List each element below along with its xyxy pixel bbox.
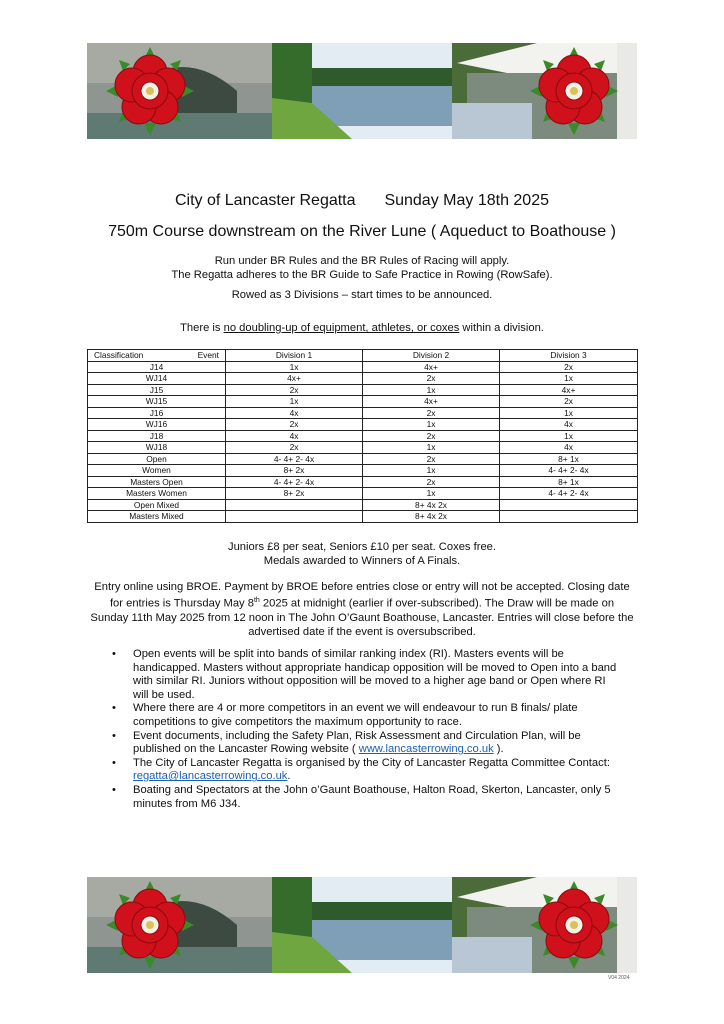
cell-division-2: 1x bbox=[363, 465, 500, 477]
cell-division-1: 4x bbox=[226, 407, 363, 419]
list-item bbox=[112, 784, 622, 811]
cell-division-3: 8+ 1x bbox=[500, 453, 638, 465]
cell-classification: WJ18 bbox=[88, 442, 226, 454]
cell-classification: J15 bbox=[88, 384, 226, 396]
cell-division-3 bbox=[500, 499, 638, 511]
cell-division-1: 4- 4+ 2- 4x bbox=[226, 453, 363, 465]
bullet-text-committee: The City of Lancaster Regatta is organised by the City of Lancaster Regatta Committee Contact: bbox=[133, 756, 610, 769]
no-doubling-suffix: within a division. bbox=[459, 322, 544, 334]
bullet-text-b-finals: Where there are 4 or more competitors in an event we will endeavour to run B finals/ plate competitions to give competitors the maximum opportunity to race. bbox=[133, 702, 578, 728]
cell-division-1: 4x+ bbox=[226, 373, 363, 385]
cell-classification: J16 bbox=[88, 407, 226, 419]
right-rose-icon bbox=[529, 880, 619, 970]
course-subtitle: 750m Course downstream on the River Lune ( Aqueduct to Boathouse ) bbox=[108, 223, 616, 240]
header-event: Event bbox=[197, 350, 219, 361]
event-date: Sunday May 18th 2025 bbox=[384, 192, 549, 209]
bullet-icon: • bbox=[112, 648, 116, 660]
bullet-text-banding: Open events will be split into bands of similar ranking index (RI). Masters events will be handicapped. Masters without appropriate handicap opposition will be moved to Open into a band with similar RI. Juniors without opposition will be moved to a higher age band or Open where RI will be used. bbox=[133, 648, 617, 701]
cell-division-1 bbox=[226, 499, 363, 511]
cell-division-1: 2x bbox=[226, 419, 363, 431]
cell-division-2: 2x bbox=[363, 373, 500, 385]
cell-division-1: 1x bbox=[226, 361, 363, 373]
list-item bbox=[112, 702, 622, 729]
table-row bbox=[88, 499, 638, 511]
no-doubling-prefix: There is bbox=[180, 322, 224, 334]
cell-classification: Women bbox=[88, 465, 226, 477]
cell-division-3 bbox=[500, 511, 638, 523]
cell-classification: WJ14 bbox=[88, 373, 226, 385]
cell-division-2: 1x bbox=[363, 419, 500, 431]
header-division-1: Division 1 bbox=[226, 350, 363, 362]
table-row bbox=[88, 511, 638, 523]
divisions-note: Rowed as 3 Divisions – start times to be announced. bbox=[231, 289, 493, 301]
no-doubling-note bbox=[0, 322, 724, 334]
rules-line-2: The Regatta adheres to the BR Guide to Safe Practice in Rowing (RowSafe). bbox=[171, 269, 553, 281]
cell-division-1: 2x bbox=[226, 384, 363, 396]
list-item bbox=[112, 648, 622, 702]
table-header-row bbox=[88, 350, 638, 362]
cell-division-2: 2x bbox=[363, 476, 500, 488]
table-row bbox=[88, 476, 638, 488]
header-division-3: Division 3 bbox=[500, 350, 638, 362]
cell-classification: Open bbox=[88, 453, 226, 465]
cell-division-1 bbox=[226, 511, 363, 523]
entry-info bbox=[90, 580, 634, 639]
table-body bbox=[88, 361, 638, 522]
entry-superscript: th bbox=[253, 597, 260, 604]
cell-division-2: 2x bbox=[363, 453, 500, 465]
website-link[interactable]: www.lancasterrowing.co.uk bbox=[358, 743, 494, 756]
bullet-text-documents: Event documents, including the Safety Plan, Risk Assessment and Circulation Plan, will be published on the Lancaster Rowing website ( bbox=[133, 729, 581, 756]
cell-division-3: 1x bbox=[500, 430, 638, 442]
table-row bbox=[88, 407, 638, 419]
table-row bbox=[88, 430, 638, 442]
cell-division-2: 2x bbox=[363, 407, 500, 419]
info-bullet-list bbox=[112, 648, 622, 811]
cell-division-2: 1x bbox=[363, 384, 500, 396]
left-rose-icon bbox=[105, 880, 195, 970]
cell-division-3: 4x+ bbox=[500, 384, 638, 396]
table-row bbox=[88, 396, 638, 408]
division-table bbox=[87, 349, 638, 523]
entry-text-2: 2025 at midnight (earlier if over-subscribed). The Draw will be made on Sunday 11th May 2025 from 12 noon in The John O’Gaunt Boathouse, Lancaster. Entries will close before the advertised date if the event is oversubscribed. bbox=[90, 597, 634, 638]
cell-division-2: 4x+ bbox=[363, 396, 500, 408]
cell-division-1: 1x bbox=[226, 396, 363, 408]
cell-classification: Open Mixed bbox=[88, 499, 226, 511]
event-name: City of Lancaster Regatta bbox=[174, 192, 356, 209]
header-classification: Classification bbox=[94, 350, 144, 361]
top-banner-photo bbox=[87, 43, 637, 139]
bullet-text-committee-end: . bbox=[287, 770, 291, 783]
table-row bbox=[88, 361, 638, 373]
cell-division-3: 4- 4+ 2- 4x bbox=[500, 488, 638, 500]
table-row bbox=[88, 384, 638, 396]
cell-division-1: 2x bbox=[226, 442, 363, 454]
table-row bbox=[88, 465, 638, 477]
cell-division-3: 2x bbox=[500, 396, 638, 408]
contact-email-link[interactable]: regatta@lancasterrowing.co.uk bbox=[133, 770, 288, 783]
entry-text-1: Entry online using BROE. Payment by BROE before entries close or entry will not be accepted. Closing date for entries is Thursday May 8 bbox=[94, 581, 630, 610]
table-header-classification-event bbox=[88, 350, 226, 362]
cell-division-3: 4x bbox=[500, 442, 638, 454]
regatta-title bbox=[0, 192, 724, 210]
cell-division-3: 2x bbox=[500, 361, 638, 373]
cell-division-3: 1x bbox=[500, 373, 638, 385]
bottom-banner-photo bbox=[87, 877, 637, 973]
cell-classification: Masters Open bbox=[88, 476, 226, 488]
list-item bbox=[112, 757, 622, 784]
cell-division-3: 8+ 1x bbox=[500, 476, 638, 488]
fees-block bbox=[0, 540, 724, 568]
bullet-text-boathouse: Boating and Spectators at the John o’Gaunt Boathouse, Halton Road, Skerton, Lancaster, only 5 minutes from M6 J34. bbox=[133, 783, 611, 810]
table-row bbox=[88, 488, 638, 500]
cell-classification: Masters Women bbox=[88, 488, 226, 500]
cell-classification: WJ16 bbox=[88, 419, 226, 431]
table-row bbox=[88, 419, 638, 431]
list-item bbox=[112, 730, 622, 757]
cell-division-1: 8+ 2x bbox=[226, 465, 363, 477]
left-rose-icon bbox=[105, 46, 195, 136]
rules-block bbox=[0, 254, 724, 282]
right-rose-icon bbox=[529, 46, 619, 136]
cell-division-2: 8+ 4x 2x bbox=[363, 499, 500, 511]
bullet-icon: • bbox=[112, 729, 116, 742]
cell-classification: J14 bbox=[88, 361, 226, 373]
bullet-icon: • bbox=[112, 702, 116, 715]
cell-division-3: 4- 4+ 2- 4x bbox=[500, 465, 638, 477]
bullet-icon: • bbox=[112, 783, 116, 796]
cell-division-2: 1x bbox=[363, 488, 500, 500]
cell-classification: WJ15 bbox=[88, 396, 226, 408]
cell-division-3: 4x bbox=[500, 419, 638, 431]
cell-classification: Masters Mixed bbox=[88, 511, 226, 523]
header-division-2: Division 2 bbox=[363, 350, 500, 362]
cell-division-1: 8+ 2x bbox=[226, 488, 363, 500]
bullet-icon: • bbox=[112, 756, 116, 769]
table-row bbox=[88, 442, 638, 454]
table-row bbox=[88, 453, 638, 465]
cell-division-2: 1x bbox=[363, 442, 500, 454]
cell-division-2: 2x bbox=[363, 430, 500, 442]
bullet-text-documents-end: ). bbox=[493, 743, 504, 756]
medals-line: Medals awarded to Winners of A Finals. bbox=[263, 555, 461, 567]
table-row bbox=[88, 373, 638, 385]
cell-division-2: 8+ 4x 2x bbox=[363, 511, 500, 523]
cell-classification: J18 bbox=[88, 430, 226, 442]
no-doubling-emphasis: no doubling-up of equipment, athletes, or coxes bbox=[223, 322, 460, 334]
cell-division-3: 1x bbox=[500, 407, 638, 419]
cell-division-1: 4x bbox=[226, 430, 363, 442]
rules-line-1: Run under BR Rules and the BR Rules of Racing will apply. bbox=[214, 255, 510, 267]
fees-line: Juniors £8 per seat, Seniors £10 per seat. Coxes free. bbox=[227, 541, 497, 553]
version-label: V04 2024 bbox=[608, 975, 630, 981]
cell-division-2: 4x+ bbox=[363, 361, 500, 373]
cell-division-1: 4- 4+ 2- 4x bbox=[226, 476, 363, 488]
